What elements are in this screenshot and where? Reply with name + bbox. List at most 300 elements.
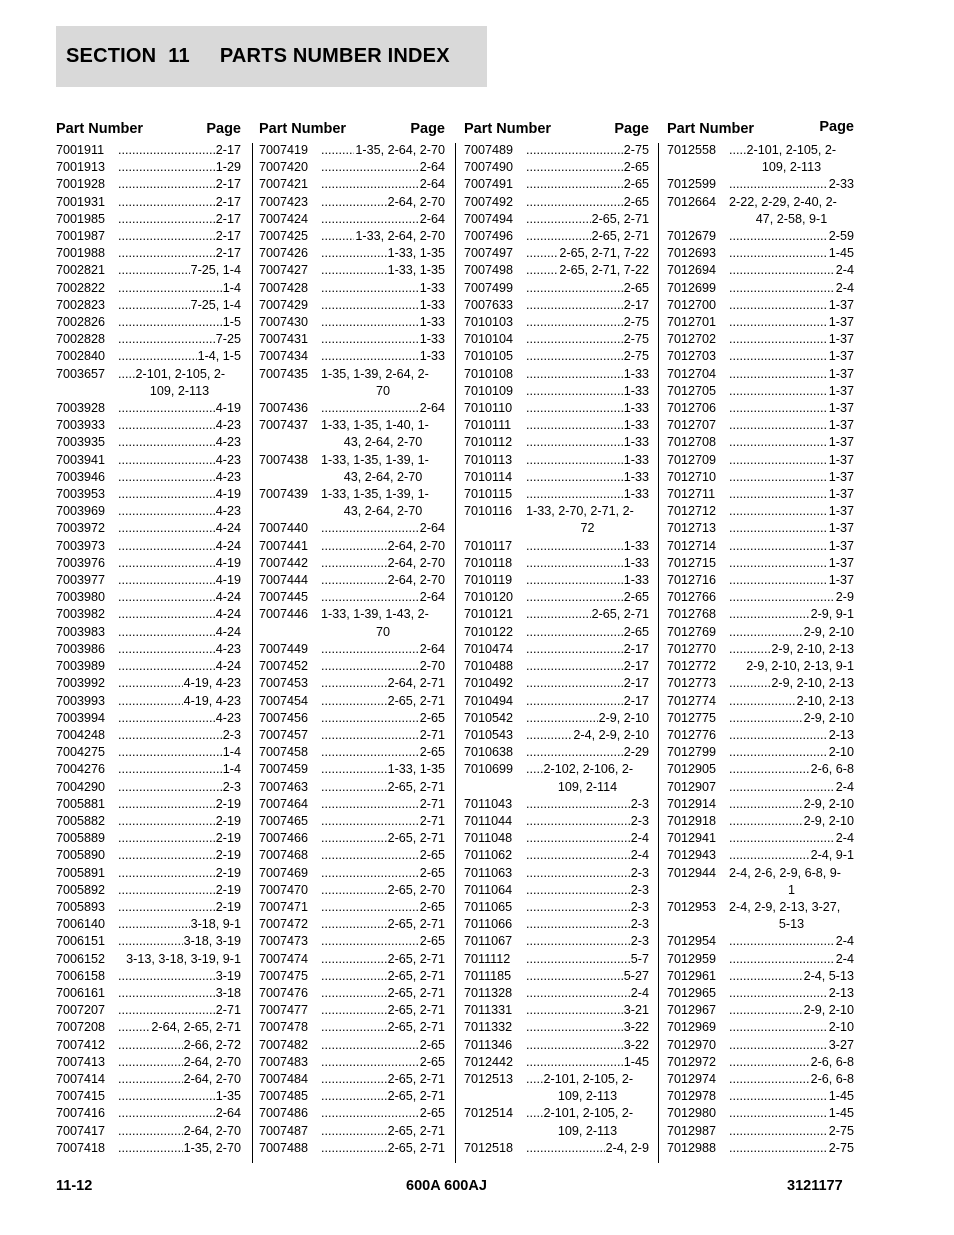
part-number: 7012768	[667, 607, 717, 622]
index-entry	[259, 176, 445, 193]
part-number: 7007487	[259, 1123, 309, 1138]
page-reference	[526, 245, 649, 262]
index-entry	[464, 1037, 649, 1054]
index-entry	[464, 693, 649, 710]
page-reference-text: 2-64	[215, 1106, 241, 1121]
page-reference-continued: 109, 2-113	[149, 383, 210, 398]
page-reference-text: 2-65	[419, 1037, 445, 1052]
index-entry	[464, 572, 649, 589]
dot-leader	[526, 1002, 623, 1019]
dot-leader	[118, 211, 215, 228]
page-reference	[321, 331, 445, 348]
part-number: 7007438	[259, 452, 309, 467]
page-reference	[526, 933, 649, 950]
index-entry	[56, 469, 241, 486]
dot-leader	[321, 1071, 387, 1088]
page-reference	[321, 830, 445, 847]
page-reference-text: 3-21	[623, 1003, 649, 1018]
dot-leader	[729, 245, 828, 262]
part-number: 7007468	[259, 848, 309, 863]
dot-leader	[321, 555, 387, 572]
page-reference	[526, 675, 649, 692]
dot-leader	[321, 520, 419, 537]
page-reference	[118, 142, 241, 159]
part-number: 7007476	[259, 985, 309, 1000]
index-entry	[667, 761, 854, 778]
page-reference	[118, 194, 241, 211]
page-reference-text: 2-65	[623, 177, 649, 192]
page-reference	[118, 1019, 241, 1036]
dot-leader	[526, 693, 623, 710]
index-entry	[259, 899, 445, 916]
page-reference-text: 1-33	[623, 418, 649, 433]
dot-leader	[526, 280, 623, 297]
page-reference-text: 1-33	[623, 366, 649, 381]
section-number: 11	[168, 45, 190, 67]
part-number: 7007477	[259, 1003, 309, 1018]
dot-leader	[526, 417, 623, 434]
page-reference-text: 2-64	[419, 177, 445, 192]
page-reference	[321, 228, 445, 245]
part-number: 7007420	[259, 160, 309, 175]
dot-leader	[526, 555, 623, 572]
part-number: 7003973	[56, 538, 106, 553]
dot-leader	[729, 417, 828, 434]
page-reference-text: 2-65	[419, 865, 445, 880]
page-reference	[321, 641, 445, 658]
dot-leader	[321, 1105, 419, 1122]
page-reference	[118, 572, 241, 589]
index-entry	[464, 796, 649, 813]
part-number: 7007459	[259, 762, 309, 777]
page-reference-text: 2-17	[623, 297, 649, 312]
page-reference	[321, 779, 445, 796]
dot-leader	[729, 830, 835, 847]
page-reference-text: 2-65	[419, 745, 445, 760]
page-reference-text: 7-25, 1-4	[190, 263, 241, 278]
page-reference-line: 2-22, 2-29, 2-40, 2-	[729, 194, 837, 209]
dot-leader	[118, 194, 215, 211]
part-number: 7007427	[259, 263, 309, 278]
page-reference	[321, 194, 445, 211]
dot-leader	[729, 968, 803, 985]
index-entry	[259, 1105, 445, 1122]
part-number: 7007473	[259, 934, 309, 949]
dot-leader	[729, 589, 835, 606]
index-entry	[259, 1071, 445, 1088]
index-entry	[56, 916, 241, 933]
index-entry	[259, 796, 445, 813]
index-entry	[667, 1123, 854, 1140]
page-reference-text: 2-19	[215, 813, 241, 828]
index-entry	[667, 366, 854, 383]
part-number: 7003994	[56, 710, 106, 725]
part-number: 7011331	[464, 1003, 513, 1018]
page-reference	[729, 314, 854, 331]
dot-leader	[526, 1140, 605, 1157]
dot-leader	[729, 813, 803, 830]
part-number: 7012712	[667, 504, 717, 519]
dot-leader	[118, 779, 222, 796]
page-reference-line: 2-4, 2-9, 2-13, 3-27,	[729, 899, 841, 914]
dot-leader	[729, 555, 828, 572]
dot-leader	[526, 194, 623, 211]
page-reference-text: 2-4, 5-13	[803, 968, 854, 983]
page-reference-text: 2-65, 2-71, 7-22	[559, 246, 649, 261]
page-reference-text: 2-4	[630, 848, 649, 863]
index-entry	[259, 194, 445, 211]
dot-leader	[321, 899, 419, 916]
index-entry	[464, 813, 649, 830]
page-reference	[729, 1037, 854, 1054]
page-reference-text: 2-65	[419, 1106, 445, 1121]
dot-leader	[526, 916, 630, 933]
dot-leader	[118, 916, 190, 933]
dot-leader	[321, 1019, 387, 1036]
part-number: 7010118	[464, 555, 513, 570]
page-reference-text: 2-66, 2-72	[183, 1037, 241, 1052]
dot-leader	[526, 968, 623, 985]
page-reference	[729, 1140, 854, 1157]
page-reference-text: 2-4	[630, 831, 649, 846]
index-entry	[464, 280, 649, 297]
page-reference-text: 2-4	[835, 831, 854, 846]
part-number: 7007441	[259, 538, 309, 553]
page-reference-text: 2-3	[630, 934, 649, 949]
page-reference-line: 1-33, 1-39, 1-43, 2-	[321, 607, 429, 622]
index-entry	[259, 658, 445, 675]
page-reference	[526, 331, 649, 348]
part-number: 7007449	[259, 641, 309, 656]
page-reference	[526, 710, 649, 727]
dot-leader	[118, 744, 222, 761]
part-number: 7012941	[667, 831, 717, 846]
dot-leader	[526, 142, 623, 159]
page-reference	[526, 280, 649, 297]
page-reference	[321, 675, 445, 692]
page-reference	[118, 710, 241, 727]
index-entry	[259, 572, 445, 589]
page-reference	[321, 951, 445, 968]
dot-leader	[118, 1140, 183, 1157]
page-reference-text: 3-18, 9-1	[190, 917, 241, 932]
index-entry	[667, 520, 854, 537]
page-reference-line: 1-33, 1-35, 1-39, 1-	[321, 487, 429, 502]
part-number: 7002840	[56, 349, 106, 364]
part-number: 7012700	[667, 297, 717, 312]
page-reference-text: 1-35, 2-64, 2-70	[355, 143, 445, 157]
page-reference	[118, 1140, 241, 1157]
page-reference	[321, 882, 445, 899]
page-reference	[729, 486, 854, 503]
page-reference-text: 4-23	[215, 504, 241, 519]
part-number: 7010114	[464, 469, 513, 484]
dot-leader	[321, 693, 387, 710]
index-entry	[464, 452, 649, 469]
dot-leader	[118, 572, 215, 589]
part-number: 7003953	[56, 487, 106, 502]
page-reference-text: 2-70	[419, 659, 445, 674]
index-entry	[56, 744, 241, 761]
part-number: 7007421	[259, 177, 309, 192]
index-entry	[259, 280, 445, 297]
dot-leader	[118, 968, 215, 985]
part-number: 7007454	[259, 693, 309, 708]
index-entry	[259, 865, 445, 882]
page-reference-continued: 43, 2-64, 2-70	[343, 504, 423, 519]
index-entry	[667, 194, 854, 228]
index-entry	[56, 1105, 241, 1122]
page-reference-text: 2-4	[630, 985, 649, 1000]
part-number: 7011044	[464, 813, 513, 828]
dot-leader	[118, 1071, 183, 1088]
index-entry	[667, 624, 854, 641]
part-number: 7012664	[667, 194, 717, 209]
part-number: 7010699	[464, 762, 514, 777]
part-number: 7012711	[667, 487, 716, 502]
page-reference-text: 2-6, 6-8	[810, 762, 854, 777]
dot-leader	[118, 348, 197, 365]
page-reference	[729, 538, 854, 555]
page-reference-text: 1-45	[828, 1106, 854, 1121]
page-reference-text: 2-13	[828, 985, 854, 1000]
page-reference	[321, 606, 445, 640]
index-entry	[56, 658, 241, 675]
page-reference-text: 1-37	[828, 401, 854, 416]
part-number: 7012709	[667, 452, 717, 467]
page-reference	[526, 417, 649, 434]
index-entry	[259, 847, 445, 864]
part-number: 7002822	[56, 280, 106, 295]
index-entry	[56, 520, 241, 537]
page-reference	[321, 1019, 445, 1036]
page-reference	[118, 675, 241, 692]
index-entry	[56, 262, 241, 279]
part-number: 7012715	[667, 555, 717, 570]
page-reference-text: 2-65, 2-71, 7-22	[559, 263, 649, 278]
index-entry	[56, 245, 241, 262]
part-number: 7007423	[259, 194, 309, 209]
page-reference-text: 4-23	[215, 469, 241, 484]
dot-leader	[118, 176, 215, 193]
page-reference	[729, 400, 854, 417]
dot-leader	[729, 1037, 828, 1054]
page-reference	[321, 1105, 445, 1122]
index-entry	[667, 348, 854, 365]
index-entry	[259, 331, 445, 348]
page-reference-text: 1-37	[828, 315, 854, 330]
index-entry	[667, 314, 854, 331]
index-entry	[259, 693, 445, 710]
dot-leader	[526, 176, 623, 193]
index-entry	[259, 417, 445, 451]
dot-leader	[321, 1123, 387, 1140]
page-reference-text: 2-75	[828, 1140, 854, 1155]
dot-leader	[118, 693, 183, 710]
page-reference-text: 3-13, 3-18, 3-19, 9-1	[126, 951, 241, 966]
dot-leader	[526, 933, 630, 950]
page-reference-text: 3-19	[215, 968, 241, 983]
section-label: SECTION	[66, 45, 157, 67]
index-entry	[56, 314, 241, 331]
dot-leader	[729, 366, 828, 383]
page-reference	[729, 813, 854, 830]
part-number: 7007494	[464, 211, 514, 226]
index-entry	[667, 383, 854, 400]
page-reference-text: 2-65	[623, 280, 649, 295]
dot-leader	[729, 486, 828, 503]
page-reference-text: 2-64, 2-71	[387, 676, 445, 691]
index-entry	[464, 400, 649, 417]
page-reference	[729, 779, 854, 796]
page-reference	[729, 710, 854, 727]
page-reference	[526, 366, 649, 383]
part-number: 7003928	[56, 401, 106, 416]
page-reference-text: 2-19	[215, 796, 241, 811]
page-reference-text: 2-65, 2-71	[387, 1003, 445, 1018]
dot-leader	[321, 262, 387, 279]
index-entry	[259, 1123, 445, 1140]
part-number: 7011066	[464, 917, 513, 932]
dot-leader	[526, 606, 591, 623]
index-entry	[259, 813, 445, 830]
page-reference	[526, 400, 649, 417]
page-reference-text: 2-4	[835, 263, 854, 278]
part-number: 7005892	[56, 882, 106, 897]
page-reference-text: 1-33	[419, 315, 445, 330]
dot-leader	[321, 194, 387, 211]
page-reference-text: 4-19, 4-23	[183, 676, 241, 691]
page-reference	[526, 916, 649, 933]
page-reference	[729, 520, 854, 537]
dot-leader	[729, 1054, 810, 1071]
page-reference-text: 2-64	[419, 590, 445, 605]
part-number: 7012694	[667, 263, 717, 278]
page-reference-text: 2-64, 2-70	[183, 1054, 241, 1069]
part-number: 7007424	[259, 211, 309, 226]
page-reference	[729, 589, 854, 606]
page-reference-text: 4-24	[215, 659, 241, 674]
index-entry	[56, 968, 241, 985]
dot-leader	[729, 744, 828, 761]
page-reference-text: 4-23	[215, 435, 241, 450]
footer-page-number: 11-12	[56, 1178, 93, 1194]
page-reference	[321, 1071, 445, 1088]
part-number: 7012967	[667, 1003, 717, 1018]
page-reference-text: 4-24	[215, 624, 241, 639]
part-number: 7012773	[667, 676, 717, 691]
page-reference-text: 2-64	[419, 160, 445, 175]
dot-leader	[118, 555, 215, 572]
index-entry	[667, 1071, 854, 1088]
page-reference-text: 2-59	[828, 229, 854, 244]
page-reference	[321, 727, 445, 744]
index-entry	[464, 951, 649, 968]
index-entry	[259, 348, 445, 365]
page-reference	[729, 606, 854, 623]
part-number: 7012774	[667, 693, 717, 708]
page-reference	[729, 417, 854, 434]
index-entry	[259, 228, 445, 245]
page-reference-text: 2-64	[419, 211, 445, 226]
index-entry	[259, 968, 445, 985]
index-entry	[464, 589, 649, 606]
index-entry	[667, 503, 854, 520]
column-divider	[252, 143, 253, 1163]
page-reference	[729, 572, 854, 589]
part-number: 7012961	[667, 968, 717, 983]
page-reference-text: 2-64, 2-65, 2-71	[151, 1020, 241, 1035]
part-number: 7012980	[667, 1106, 717, 1121]
part-number: 7012907	[667, 779, 717, 794]
page-reference-text: 4-24	[215, 590, 241, 605]
part-number: 7012699	[667, 280, 717, 295]
index-entry	[464, 297, 649, 314]
index-entry	[464, 331, 649, 348]
page-reference-text: 1-33, 1-35	[387, 762, 445, 777]
index-entry	[259, 882, 445, 899]
page-reference	[321, 262, 445, 279]
dot-leader	[118, 865, 215, 882]
index-entry	[56, 486, 241, 503]
dot-leader	[729, 1019, 828, 1036]
part-number: 7007436	[259, 401, 309, 416]
page-reference-text: 4-24	[215, 538, 241, 553]
part-number: 7007496	[464, 229, 514, 244]
dot-leader	[526, 675, 623, 692]
page-reference-text: 2-64, 2-70	[183, 1123, 241, 1138]
dot-leader	[118, 142, 215, 159]
dot-leader	[321, 589, 419, 606]
page-reference	[118, 968, 241, 985]
page-reference	[526, 813, 649, 830]
page-reference	[118, 865, 241, 882]
dot-leader	[321, 1140, 387, 1157]
page-reference	[321, 589, 445, 606]
index-entry	[667, 1140, 854, 1157]
part-number: 7007445	[259, 590, 309, 605]
page-reference	[729, 1019, 854, 1036]
page-reference-text: 1-45	[828, 246, 854, 261]
page-reference	[118, 847, 241, 864]
part-number: 7007483	[259, 1054, 309, 1069]
column-header	[464, 118, 649, 142]
index-entry	[56, 624, 241, 641]
index-entry	[259, 1054, 445, 1071]
page-reference-text: 1-37	[828, 297, 854, 312]
dot-leader	[729, 314, 828, 331]
index-entry	[56, 159, 241, 176]
index-entry	[464, 882, 649, 899]
part-number: 7012558	[667, 143, 717, 157]
page-reference-text: 2-65, 2-70	[387, 882, 445, 897]
page-reference-text: 1-37	[828, 366, 854, 381]
page-reference-text: 1-45	[623, 1054, 649, 1069]
part-number: 7007412	[56, 1037, 106, 1052]
dot-leader	[729, 1088, 828, 1105]
page-reference	[526, 348, 649, 365]
part-number: 7012713	[667, 521, 717, 536]
dot-leader	[118, 710, 215, 727]
page-reference-text: 1-33	[623, 573, 649, 588]
part-number: 7003946	[56, 469, 106, 484]
index-entry	[667, 469, 854, 486]
page-reference	[729, 968, 854, 985]
index-entry	[464, 865, 649, 882]
part-number: 7010113	[464, 452, 513, 467]
page-reference-text: 2-6, 6-8	[810, 1054, 854, 1069]
part-number: 7005893	[56, 899, 106, 914]
